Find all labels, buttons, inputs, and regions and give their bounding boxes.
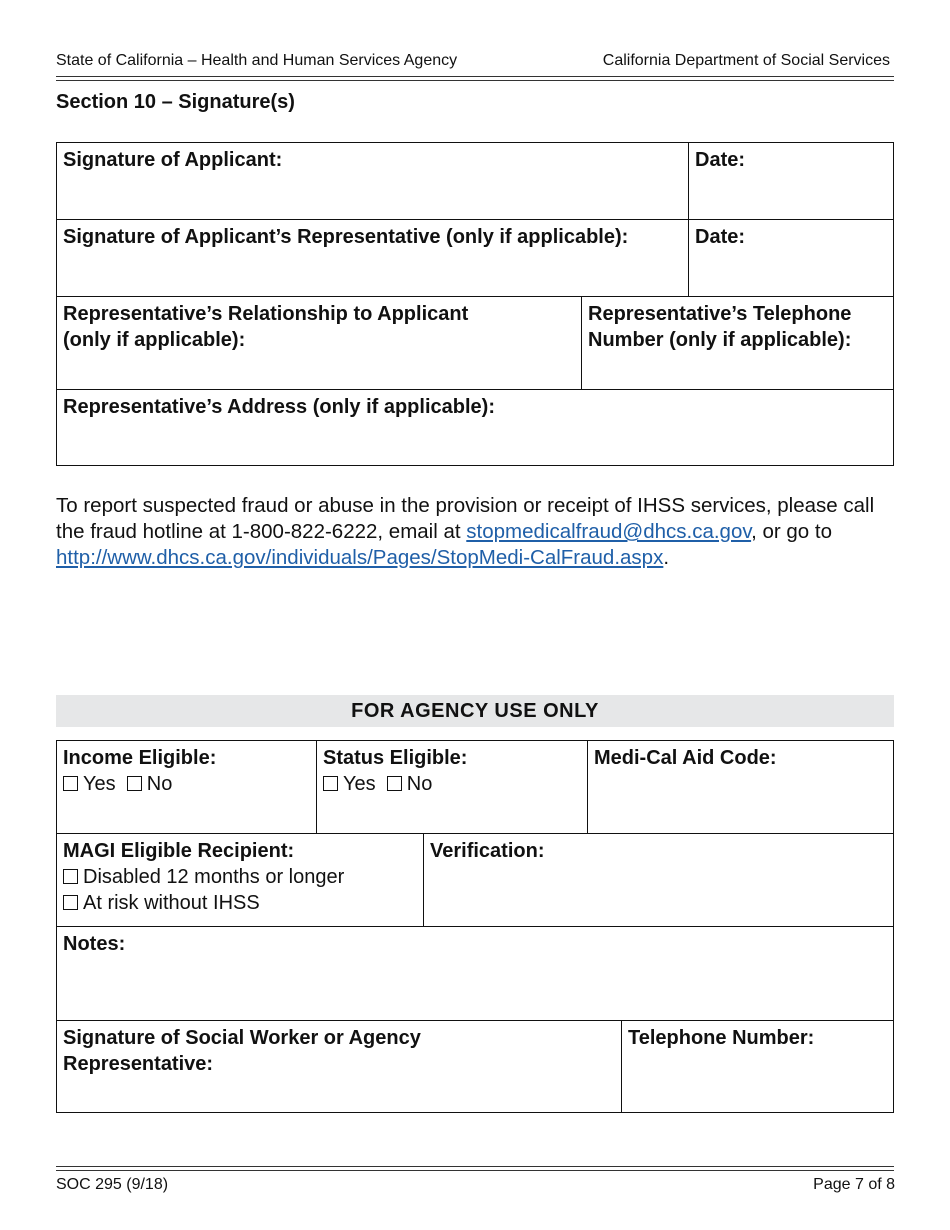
verification-label: Verification:: [430, 840, 545, 862]
header-agency: State of California – Health and Human Services Agency: [56, 52, 458, 69]
aid-code-field[interactable]: [587, 741, 893, 833]
fraud-url-link[interactable]: http://www.dhcs.ca.gov/individuals/Pages/StopMedi-CalFraud.aspx: [56, 546, 664, 569]
telephone-label: Representative’s Telephone: [588, 303, 852, 325]
page-number: Page 7 of 8: [813, 1176, 895, 1193]
income-no-label: No: [146, 773, 173, 795]
representative-address-field[interactable]: [57, 389, 893, 465]
address-label: Representative’s Address (only if applicable):: [63, 396, 495, 418]
magi-disabled-label: Disabled 12 months or longer: [83, 866, 345, 888]
status-yes-checkbox[interactable]: [323, 776, 338, 791]
fraud-notice-end: .: [663, 546, 670, 569]
relationship-label: Representative’s Relationship to Applicant: [63, 303, 469, 325]
agency-use-title: FOR AGENCY USE ONLY: [56, 695, 894, 727]
representative-date-field[interactable]: [688, 219, 893, 296]
income-no-checkbox[interactable]: [127, 776, 142, 791]
signature-table: [56, 142, 894, 466]
representative-telephone-field[interactable]: [581, 296, 893, 389]
applicant-signature-label: Signature of Applicant:: [63, 149, 283, 171]
fraud-notice-text-2: , or go to: [751, 520, 833, 543]
relationship-label-2: (only if applicable):: [63, 329, 246, 351]
representative-signature-field[interactable]: [57, 219, 688, 296]
verification-field[interactable]: [423, 833, 893, 926]
status-eligible-label: Status Eligible:: [323, 747, 468, 769]
form-id: SOC 295 (9/18): [56, 1176, 169, 1193]
aid-code-label: Medi-Cal Aid Code:: [594, 747, 777, 769]
status-eligible-cell: [316, 741, 587, 833]
fraud-notice-text: To report suspected fraud or abuse in the provision or receipt of IHSS services, please call the fraud hotline at 1-800-822-6222, email at: [56, 494, 875, 543]
social-worker-signature-label: Signature of Social Worker or Agency: [63, 1027, 421, 1049]
income-yes-label: Yes: [83, 773, 116, 795]
telephone-number-field[interactable]: [621, 1020, 893, 1112]
section-title: Section 10 – Signature(s): [56, 91, 295, 113]
relationship-field[interactable]: [57, 296, 581, 389]
header-rule: [56, 76, 894, 81]
magi-disabled-checkbox[interactable]: [63, 869, 78, 884]
income-yes-checkbox[interactable]: [63, 776, 78, 791]
header-department: California Department of Social Services: [602, 52, 890, 69]
status-yes-label: Yes: [343, 773, 376, 795]
status-no-checkbox[interactable]: [387, 776, 402, 791]
magi-cell: [57, 833, 423, 926]
telephone-number-label: Telephone Number:: [628, 1027, 815, 1049]
date-label: Date:: [695, 149, 746, 171]
income-eligible-label: Income Eligible:: [63, 747, 217, 769]
magi-at-risk-checkbox[interactable]: [63, 895, 78, 910]
fraud-email-link[interactable]: stopmedicalfraud@dhcs.ca.gov: [466, 520, 752, 543]
magi-label: MAGI Eligible Recipient:: [63, 840, 295, 862]
magi-at-risk-label: At risk without IHSS: [83, 892, 260, 914]
footer-rule: [56, 1166, 894, 1171]
status-no-label: No: [406, 773, 433, 795]
applicant-signature-field[interactable]: [57, 143, 688, 219]
income-eligible-cell: [57, 741, 316, 833]
notes-field[interactable]: [57, 926, 893, 1020]
date-label: Date:: [695, 226, 746, 248]
fraud-notice: [56, 493, 901, 571]
social-worker-signature-field[interactable]: [57, 1020, 621, 1112]
social-worker-signature-label-2: Representative:: [63, 1053, 214, 1075]
agency-table: [56, 740, 894, 1113]
applicant-date-field[interactable]: [688, 143, 893, 219]
telephone-label-2: Number (only if applicable):: [588, 329, 852, 351]
representative-signature-label: Signature of Applicant’s Representative (only if applicable):: [63, 226, 629, 248]
notes-label: Notes:: [63, 933, 126, 955]
